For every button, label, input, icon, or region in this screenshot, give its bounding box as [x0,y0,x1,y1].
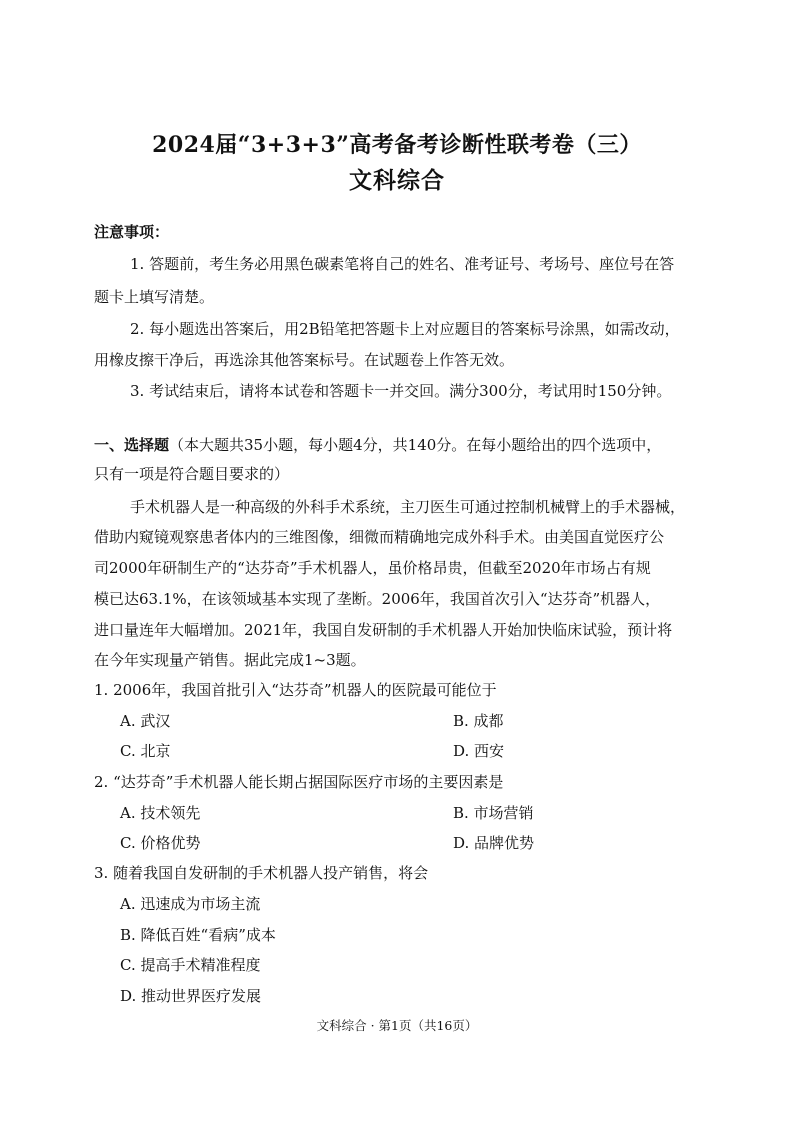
passage-line: 借助内窥镜观察患者体内的三维图像，细微而精确地完成外科手术。由美国直觉医疗公 [94,528,665,546]
option-a: A. 迅速成为市场主流 [120,895,261,913]
notice-line: 3. 考试结束后，请将本试卷和答题卡一并交回。满分300分，考试用时150分钟。 [130,382,672,400]
option-c: C. 价格优势 [120,834,201,852]
exam-title: 2024届“3+3+3”高考备考诊断性联考卷（三） [152,132,642,158]
option-b: B. 市场营销 [453,804,534,822]
passage-line: 模已达63.1%，在该领域基本实现了垄断。2006年，我国首次引入“达芬奇”机器人， [94,590,661,608]
option-c: C. 北京 [120,742,171,760]
option-d: D. 推动世界医疗发展 [120,987,262,1005]
section-description-cont: 只有一项是符合题目要求的） [94,465,290,483]
question-stem: 3. 随着我国自发研制的手术机器人投产销售，将会 [94,864,429,882]
page-footer: 文科综合 · 第1页（共16页） [316,1018,478,1033]
option-d: D. 西安 [453,742,505,760]
notice-line: 题卡上填写清楚。 [94,288,215,306]
notice-line: 1. 答题前，考生务必用黑色碳素笔将自己的姓名、准考证号、考场号、座位号在答 [130,255,675,273]
section-description: （本大题共35小题，每小题4分，共140分。在每小题给出的四个选项中， [169,436,662,454]
option-d: D. 品牌优势 [453,834,535,852]
option-c: C. 提高手术精准程度 [120,956,261,974]
option-b: B. 降低百姓“看病”成本 [120,926,276,944]
notice-line: 用橡皮擦干净后，再选涂其他答案标号。在试题卷上作答无效。 [94,351,515,369]
passage-line: 在今年实现量产销售。据此完成1~3题。 [94,651,366,669]
notice-line: 2. 每小题选出答案后，用2B铅笔把答题卡上对应题目的答案标号涂黑，如需改动， [130,320,680,338]
option-a: A. 技术领先 [120,804,201,822]
passage-line: 进口量连年大幅增加。2021年，我国自发研制的手术机器人开始加快临床试验，预计将 [94,621,673,639]
notice-heading: 注意事项： [94,223,170,241]
question-stem: 1. 2006年，我国首批引入“达芬奇”机器人的医院最可能位于 [94,681,497,699]
option-a: A. 武汉 [120,712,171,730]
section-title: 一、选择题 [94,436,170,454]
passage-line: 手术机器人是一种高级的外科手术系统，主刀医生可通过控制机械臂上的手术器械， [130,498,686,516]
passage-line: 司2000年研制生产的“达芬奇”手术机器人，虽价格昂贵，但截至2020年市场占有规 [94,559,651,577]
question-stem: 2. “达芬奇”手术机器人能长期占据国际医疗市场的主要因素是 [94,773,504,791]
section-heading [94,435,661,455]
option-b: B. 成都 [453,712,504,730]
exam-subject: 文科综合 [349,167,445,194]
